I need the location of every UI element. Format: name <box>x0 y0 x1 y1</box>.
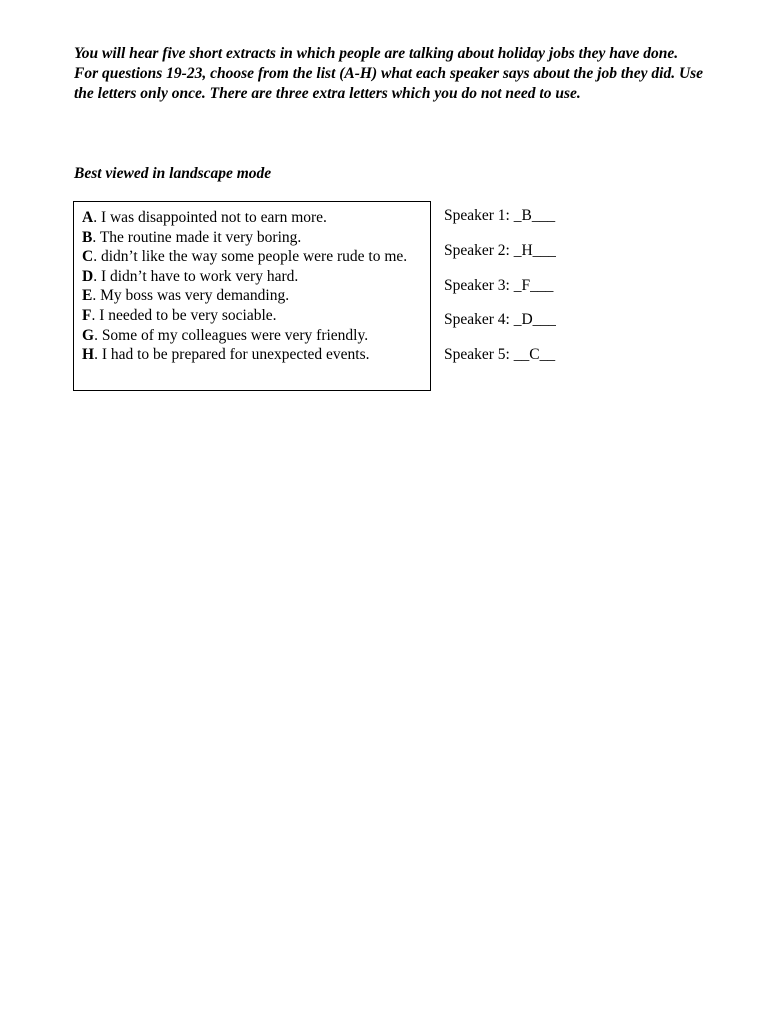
speaker-label: Speaker 4: <box>444 311 510 329</box>
option-g <box>82 326 430 346</box>
option-text: . I had to be prepared for unexpected events. <box>94 346 370 364</box>
option-f <box>82 306 430 326</box>
option-h <box>82 345 430 365</box>
speaker-label: Speaker 3: <box>444 276 510 294</box>
answer-speaker-1 <box>444 206 644 241</box>
speaker-label: Speaker 5: <box>444 346 510 364</box>
options-box <box>73 201 431 391</box>
answer-speaker-2 <box>444 241 644 276</box>
speaker-answer: _D___ <box>513 311 556 329</box>
instructions-text: You will hear five short extracts in which people are talking about holiday jobs they have done. For questions 19-23, choose from the list (A-H) what each speaker says about the job they did. Use the letters only once. There are three extra letters which you do not need to use. <box>74 45 704 102</box>
answer-speaker-4 <box>444 310 644 345</box>
speaker-answer: _H___ <box>513 241 556 259</box>
option-letter: B <box>82 228 93 246</box>
option-letter: C <box>82 248 94 266</box>
option-a <box>82 208 430 228</box>
option-text: . I was disappointed not to earn more. <box>93 209 327 226</box>
speaker-label: Speaker 2: <box>444 241 510 259</box>
option-letter: G <box>82 326 95 344</box>
option-d <box>82 267 430 287</box>
option-letter: A <box>82 209 94 226</box>
option-letter: H <box>82 346 95 364</box>
option-text: . My boss was very demanding. <box>92 287 290 305</box>
answers-list <box>444 206 644 380</box>
option-text: . Some of my colleagues were very friendly. <box>94 326 369 344</box>
option-e <box>82 286 430 306</box>
speaker-answer: _F___ <box>513 276 554 294</box>
option-letter: E <box>82 287 93 305</box>
option-text: . I needed to be very sociable. <box>91 306 277 324</box>
option-text: . didn’t like the way some people were rude to me. <box>93 248 408 266</box>
option-letter: F <box>82 306 92 324</box>
answer-speaker-5 <box>444 345 644 380</box>
speaker-label: Speaker 1: <box>444 207 510 224</box>
answer-speaker-3 <box>444 276 644 311</box>
option-c <box>82 247 430 267</box>
speaker-answer: _B___ <box>513 207 556 224</box>
view-note: Best viewed in landscape mode <box>74 165 272 182</box>
option-text: . I didn’t have to work very hard. <box>93 267 299 285</box>
speaker-answer: __C__ <box>513 346 556 364</box>
option-b <box>82 228 430 248</box>
option-text: . The routine made it very boring. <box>92 228 302 246</box>
option-letter: D <box>82 267 94 285</box>
